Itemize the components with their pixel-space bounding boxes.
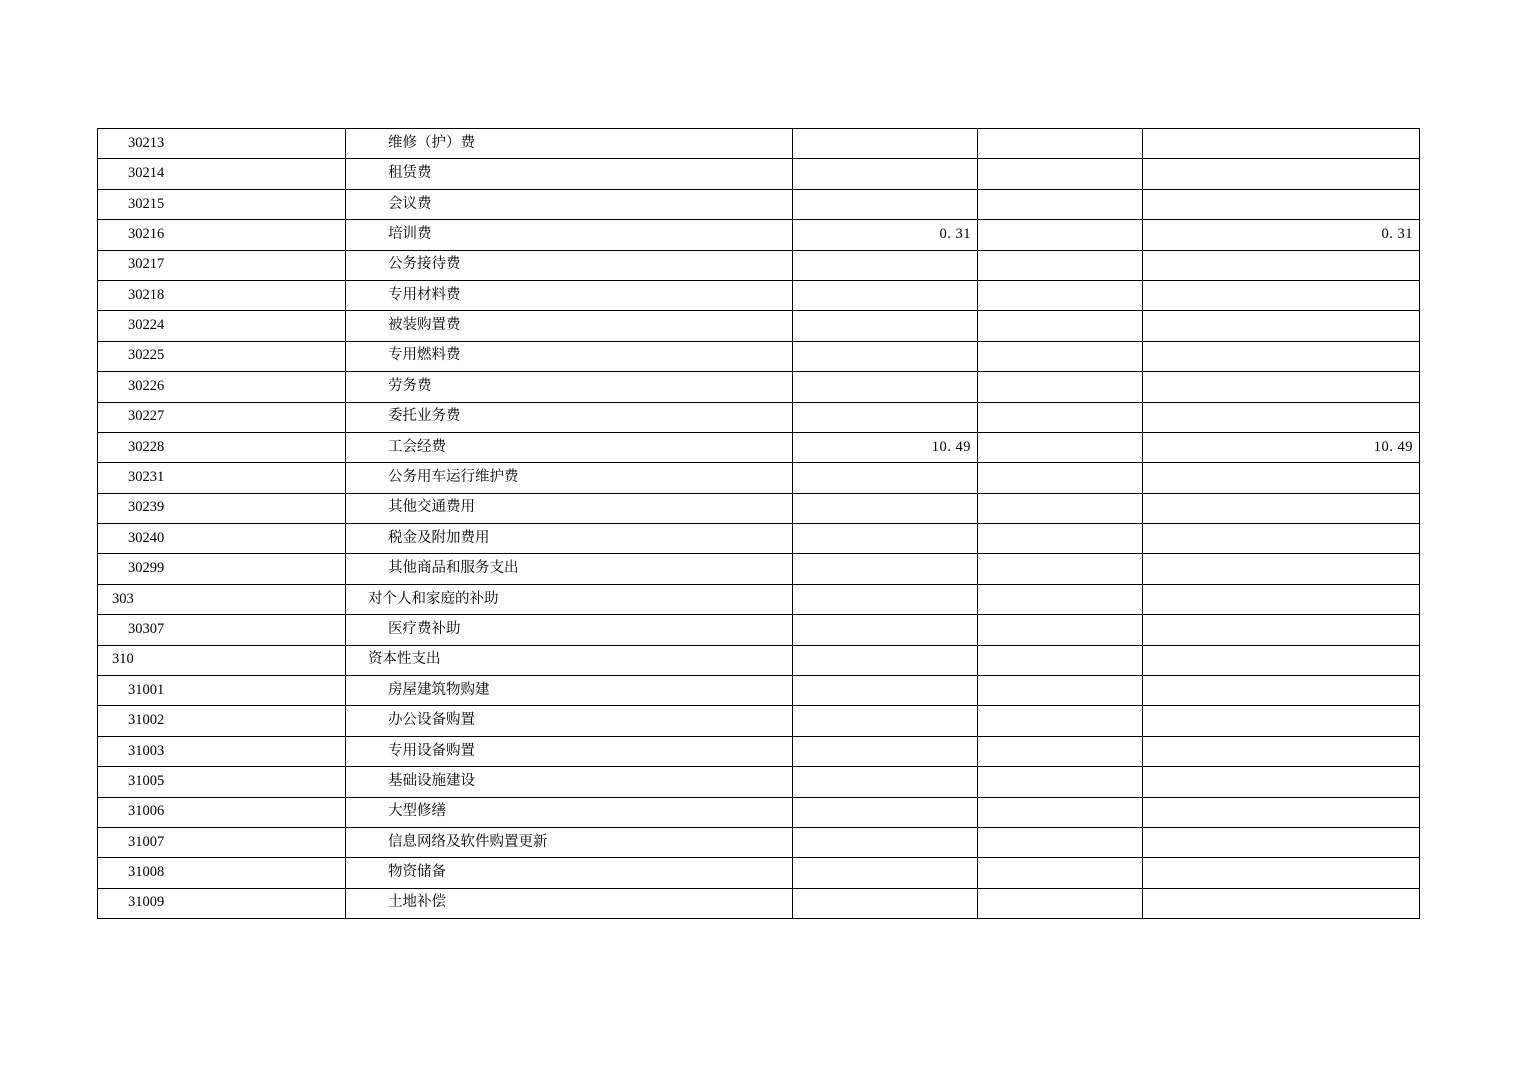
cell-amount-2: [978, 676, 1143, 706]
cell-code: [98, 797, 346, 827]
cell-amount-1: [793, 584, 978, 614]
table-row: [98, 858, 1420, 888]
item-name-text: 租赁费: [388, 165, 432, 182]
code-text: 31006: [128, 803, 165, 820]
cell-amount-1: [793, 250, 978, 280]
cell-amount-1: [793, 706, 978, 736]
table-row: [98, 736, 1420, 766]
cell-code: [98, 676, 346, 706]
cell-amount-2: [978, 493, 1143, 523]
cell-item-name: [346, 767, 793, 797]
cell-amount-1: [793, 797, 978, 827]
item-name-text: 税金及附加费用: [388, 529, 490, 546]
cell-amount-2: [978, 432, 1143, 462]
code-text: 30224: [128, 317, 165, 334]
cell-item-name: [346, 615, 793, 645]
cell-item-name: [346, 220, 793, 250]
cell-amount-2: [978, 767, 1143, 797]
item-name-text: 会议费: [388, 195, 432, 212]
table-row: [98, 402, 1420, 432]
cell-code: [98, 554, 346, 584]
cell-amount-3: [1143, 888, 1420, 918]
cell-code: [98, 767, 346, 797]
cell-item-name: [346, 402, 793, 432]
cell-code: [98, 159, 346, 189]
table-row: [98, 888, 1420, 918]
cell-item-name: [346, 554, 793, 584]
code-text: 30225: [128, 347, 165, 364]
cell-code: [98, 341, 346, 371]
cell-code: [98, 524, 346, 554]
cell-amount-2: [978, 706, 1143, 736]
cell-amount-3: 0. 31: [1143, 220, 1420, 250]
cell-amount-1: [793, 129, 978, 159]
cell-amount-3: [1143, 493, 1420, 523]
code-text: 30239: [128, 499, 165, 516]
cell-amount-2: [978, 129, 1143, 159]
cell-item-name: [346, 858, 793, 888]
code-text: 31009: [128, 894, 165, 911]
table-row: [98, 432, 1420, 462]
cell-amount-1: [793, 493, 978, 523]
cell-amount-1: [793, 311, 978, 341]
cell-amount-2: [978, 250, 1143, 280]
code-text: 30216: [128, 225, 165, 242]
cell-item-name: [346, 311, 793, 341]
code-text: 30226: [128, 377, 165, 394]
item-name-text: 其他交通费用: [388, 499, 475, 516]
cell-amount-3: [1143, 524, 1420, 554]
code-text: 30231: [128, 469, 165, 486]
cell-item-name: [346, 372, 793, 402]
item-name-text: 对个人和家庭的补助: [368, 590, 499, 607]
cell-amount-1: [793, 888, 978, 918]
cell-amount-3: [1143, 280, 1420, 310]
item-name-text: 专用材料费: [388, 286, 461, 303]
item-name-text: 专用设备购置: [388, 742, 475, 759]
cell-item-name: [346, 341, 793, 371]
code-text: 30213: [128, 134, 165, 151]
table-row: [98, 827, 1420, 857]
code-text: 31005: [128, 772, 165, 789]
cell-amount-2: [978, 584, 1143, 614]
item-name-text: 工会经费: [388, 438, 446, 455]
cell-amount-1: 10. 49: [793, 432, 978, 462]
cell-amount-1: [793, 280, 978, 310]
cell-amount-3: [1143, 615, 1420, 645]
cell-amount-2: [978, 311, 1143, 341]
cell-amount-3: [1143, 341, 1420, 371]
code-text: 31002: [128, 712, 165, 729]
cell-amount-3: [1143, 767, 1420, 797]
table-row: [98, 524, 1420, 554]
item-name-text: 劳务费: [388, 377, 432, 394]
code-text: 30217: [128, 256, 165, 273]
cell-amount-1: [793, 554, 978, 584]
code-text: 31003: [128, 742, 165, 759]
table-row: [98, 706, 1420, 736]
cell-item-name: [346, 493, 793, 523]
cell-item-name: [346, 129, 793, 159]
cell-amount-2: [978, 888, 1143, 918]
cell-code: [98, 463, 346, 493]
item-name-text: 大型修缮: [388, 803, 446, 820]
cell-code: [98, 493, 346, 523]
table-row: [98, 676, 1420, 706]
cell-amount-3: [1143, 645, 1420, 675]
budget-expenditure-table: [97, 128, 1420, 919]
cell-code: [98, 220, 346, 250]
cell-amount-1: [793, 827, 978, 857]
cell-code: [98, 736, 346, 766]
cell-code: [98, 645, 346, 675]
code-text: 31001: [128, 681, 165, 698]
cell-amount-2: [978, 615, 1143, 645]
item-name-text: 医疗费补助: [388, 620, 461, 637]
cell-amount-1: [793, 645, 978, 675]
cell-item-name: [346, 250, 793, 280]
table-row: [98, 311, 1420, 341]
table-row: [98, 615, 1420, 645]
item-name-text: 基础设施建设: [388, 772, 475, 789]
table-row: [98, 645, 1420, 675]
cell-amount-3: [1143, 676, 1420, 706]
cell-code: [98, 827, 346, 857]
table-row: [98, 280, 1420, 310]
cell-amount-2: [978, 402, 1143, 432]
item-name-text: 土地补偿: [388, 894, 446, 911]
item-name-text: 物资储备: [388, 864, 446, 881]
cell-amount-2: [978, 554, 1143, 584]
table-row: [98, 159, 1420, 189]
cell-amount-2: [978, 797, 1143, 827]
cell-item-name: [346, 797, 793, 827]
table-row: [98, 372, 1420, 402]
cell-item-name: [346, 524, 793, 554]
item-name-text: 资本性支出: [368, 651, 441, 668]
cell-item-name: [346, 676, 793, 706]
table-row: [98, 554, 1420, 584]
cell-amount-2: [978, 524, 1143, 554]
cell-item-name: [346, 432, 793, 462]
cell-amount-2: [978, 159, 1143, 189]
cell-amount-3: [1143, 827, 1420, 857]
cell-amount-3: 10. 49: [1143, 432, 1420, 462]
cell-amount-3: [1143, 584, 1420, 614]
cell-item-name: [346, 827, 793, 857]
cell-code: [98, 280, 346, 310]
item-name-text: 公务接待费: [388, 256, 461, 273]
cell-amount-2: [978, 341, 1143, 371]
cell-amount-2: [978, 463, 1143, 493]
table-row: [98, 584, 1420, 614]
cell-amount-1: [793, 372, 978, 402]
code-text: 30240: [128, 529, 165, 546]
code-text: 30215: [128, 195, 165, 212]
cell-amount-2: [978, 827, 1143, 857]
item-name-text: 委托业务费: [388, 408, 461, 425]
cell-amount-1: [793, 341, 978, 371]
item-name-text: 办公设备购置: [388, 712, 475, 729]
cell-amount-1: [793, 189, 978, 219]
cell-item-name: [346, 888, 793, 918]
code-text: 31008: [128, 864, 165, 881]
code-text: 30227: [128, 408, 165, 425]
cell-amount-2: [978, 220, 1143, 250]
cell-code: [98, 189, 346, 219]
cell-amount-2: [978, 736, 1143, 766]
code-text: 31007: [128, 833, 165, 850]
cell-amount-1: [793, 736, 978, 766]
code-text: 30228: [128, 438, 165, 455]
cell-code: [98, 402, 346, 432]
item-name-text: 其他商品和服务支出: [388, 560, 519, 577]
cell-amount-1: [793, 615, 978, 645]
cell-amount-3: [1143, 189, 1420, 219]
cell-code: [98, 432, 346, 462]
cell-item-name: [346, 706, 793, 736]
cell-amount-3: [1143, 736, 1420, 766]
cell-amount-3: [1143, 463, 1420, 493]
item-name-text: 专用燃料费: [388, 347, 461, 364]
cell-code: [98, 250, 346, 280]
cell-code: [98, 129, 346, 159]
table-row: [98, 129, 1420, 159]
cell-code: [98, 888, 346, 918]
table-row: [98, 493, 1420, 523]
cell-amount-2: [978, 645, 1143, 675]
code-text: 30218: [128, 286, 165, 303]
cell-amount-3: [1143, 159, 1420, 189]
table-row: [98, 250, 1420, 280]
cell-amount-3: [1143, 250, 1420, 280]
cell-code: [98, 706, 346, 736]
cell-code: [98, 858, 346, 888]
cell-amount-1: [793, 463, 978, 493]
cell-amount-1: [793, 767, 978, 797]
table-row: [98, 797, 1420, 827]
code-text: 30299: [128, 560, 165, 577]
cell-amount-3: [1143, 402, 1420, 432]
cell-code: [98, 615, 346, 645]
code-text: 310: [112, 651, 134, 668]
cell-item-name: [346, 584, 793, 614]
budget-table-container: [97, 128, 1419, 919]
cell-amount-1: [793, 676, 978, 706]
table-row: [98, 189, 1420, 219]
item-name-text: 房屋建筑物购建: [388, 681, 490, 698]
cell-amount-3: [1143, 129, 1420, 159]
item-name-text: 培训费: [388, 225, 432, 242]
cell-amount-3: [1143, 372, 1420, 402]
cell-amount-1: [793, 524, 978, 554]
cell-item-name: [346, 189, 793, 219]
cell-item-name: [346, 645, 793, 675]
code-text: 30214: [128, 165, 165, 182]
cell-item-name: [346, 736, 793, 766]
cell-item-name: [346, 159, 793, 189]
cell-amount-3: [1143, 858, 1420, 888]
cell-amount-1: [793, 159, 978, 189]
cell-amount-3: [1143, 311, 1420, 341]
item-name-text: 维修（护）费: [388, 134, 475, 151]
cell-amount-1: 0. 31: [793, 220, 978, 250]
cell-amount-2: [978, 372, 1143, 402]
cell-amount-2: [978, 189, 1143, 219]
table-row: [98, 341, 1420, 371]
code-text: 303: [112, 590, 134, 607]
cell-amount-2: [978, 280, 1143, 310]
item-name-text: 被装购置费: [388, 317, 461, 334]
cell-code: [98, 372, 346, 402]
cell-amount-2: [978, 858, 1143, 888]
cell-amount-3: [1143, 554, 1420, 584]
item-name-text: 公务用车运行维护费: [388, 469, 519, 486]
table-row: [98, 463, 1420, 493]
code-text: 30307: [128, 620, 165, 637]
cell-amount-3: [1143, 797, 1420, 827]
table-row: [98, 767, 1420, 797]
cell-item-name: [346, 463, 793, 493]
cell-amount-1: [793, 402, 978, 432]
cell-amount-3: [1143, 706, 1420, 736]
cell-code: [98, 311, 346, 341]
item-name-text: 信息网络及软件购置更新: [388, 833, 548, 850]
cell-amount-1: [793, 858, 978, 888]
cell-code: [98, 584, 346, 614]
table-row: [98, 220, 1420, 250]
cell-item-name: [346, 280, 793, 310]
